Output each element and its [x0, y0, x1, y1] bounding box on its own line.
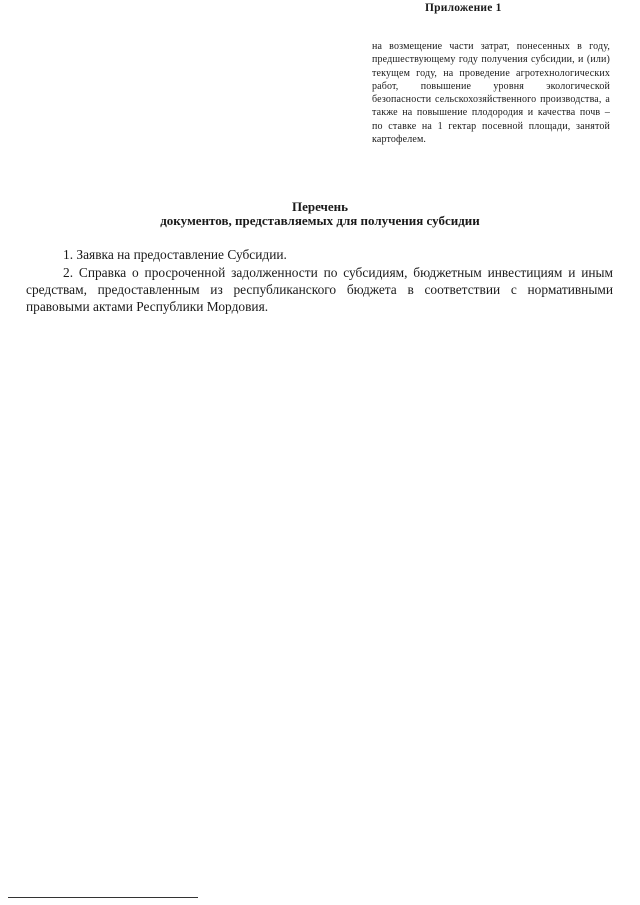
footnote-divider: [8, 897, 198, 898]
appendix-description: на возмещение части затрат, понесенных в году, предшествующему году получения субсидии, и (или) текущем году, на проведение агротехнологических работ, повышение уровня экологической безопасности сельскохозяйственного производства, а также на повышение плодородия и качества почв – по ставке на 1 гектар посевной площади, занятой картофелем.: [372, 41, 610, 146]
document-subheading: документов, представляемых для получения субсидии: [160, 213, 480, 228]
document-heading: Перечень: [291, 199, 349, 214]
list-item: 1. Заявка на предоставление Субсидии.: [63, 247, 287, 262]
list-item: 2. Справка о просроченной задолженности по субсидиям, бюджетным инвестициям и иным средствам, предоставленным из республиканского бюджета в соответствии с нормативными правовыми актами Республики Мордовия.: [26, 265, 613, 314]
appendix-title: Приложение 1: [425, 2, 502, 14]
